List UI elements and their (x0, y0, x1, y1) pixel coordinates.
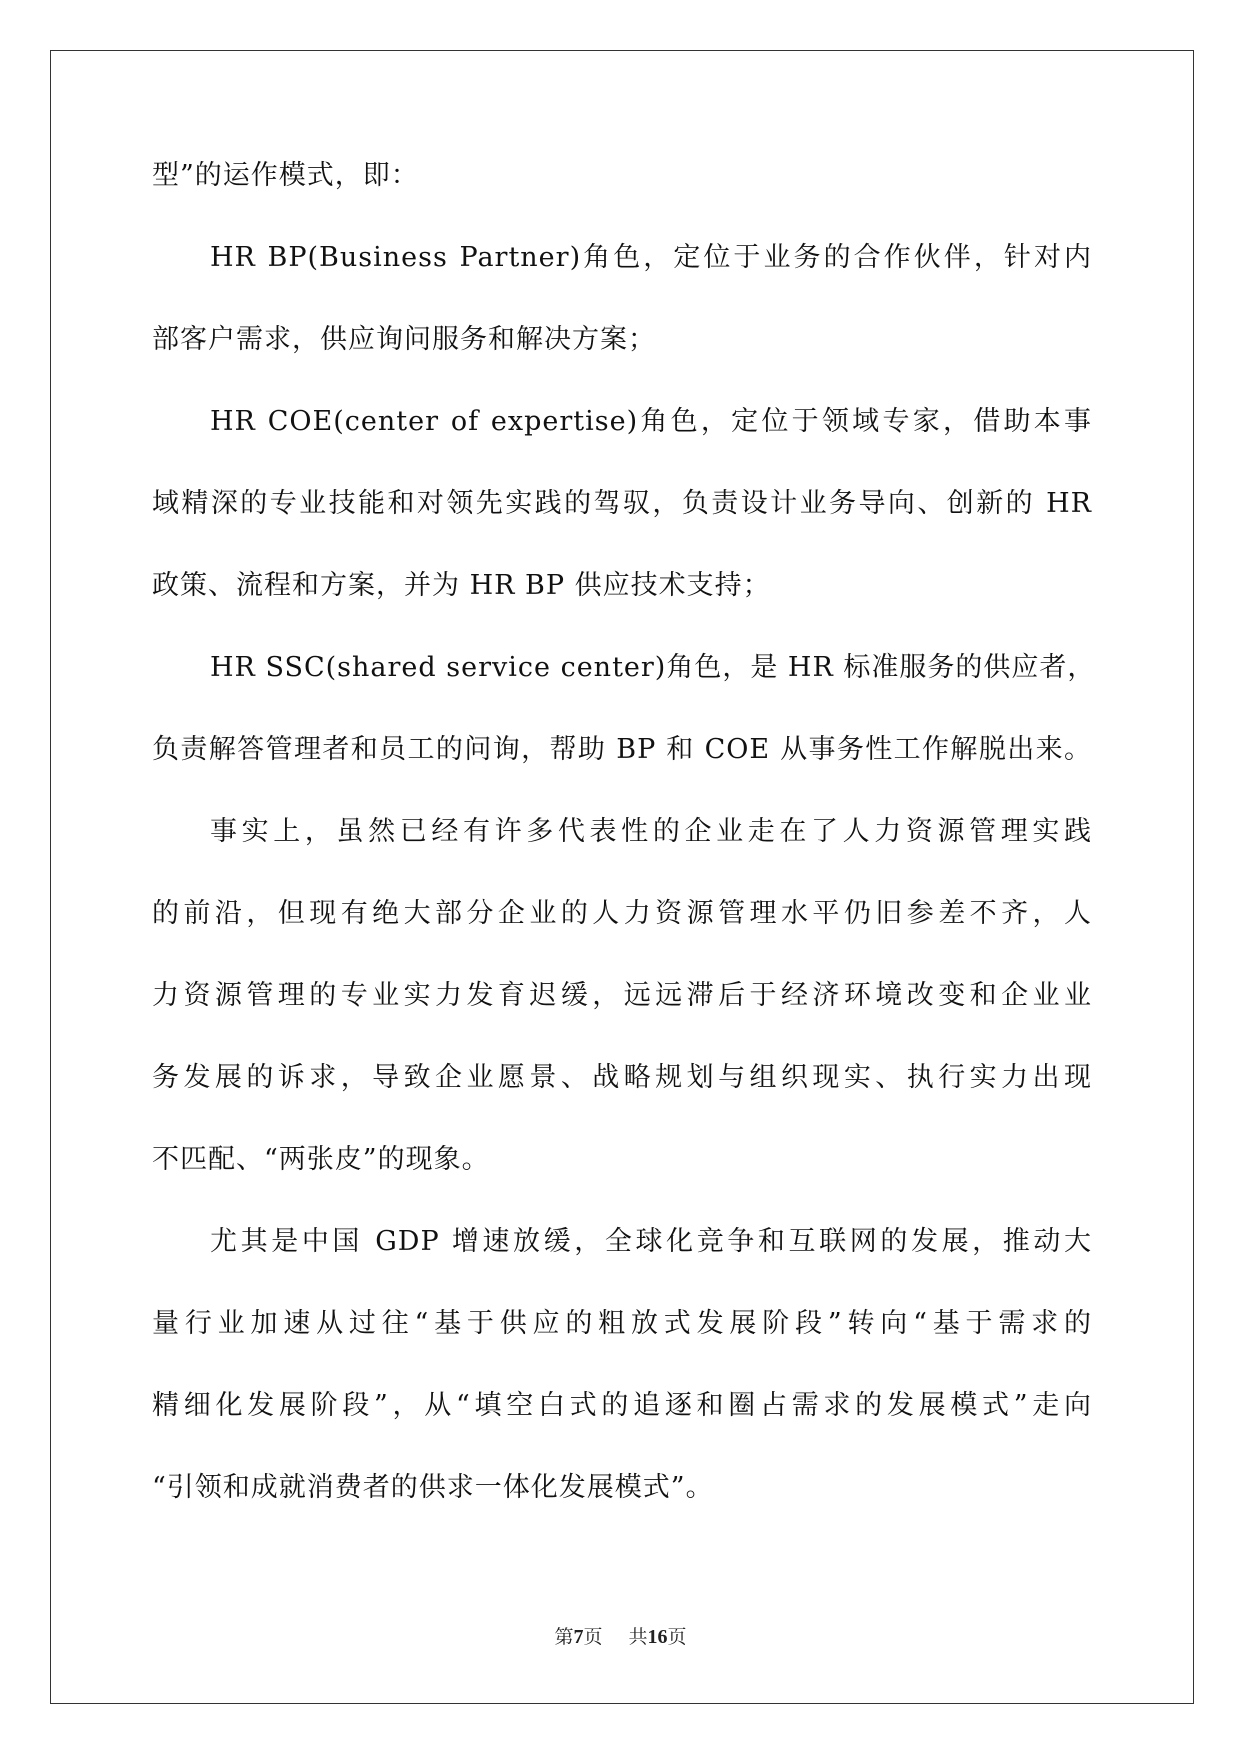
text-line: HR SSC(shared service center)角色，是 HR 标准服务的供应者， (210, 652, 1096, 683)
page-number: 7 (573, 1626, 584, 1648)
page-indicator (554, 1622, 602, 1649)
text-line: 精细化发展阶段”，从“填空白式的追逐和圈占需求的发展模式”走向 (152, 1390, 1092, 1421)
text-line: 政策、流程和方案，并为 HR BP 供应技术支持； (152, 570, 771, 601)
total-pages-indicator (629, 1622, 687, 1649)
text-line: 事实上，虽然已经有许多代表性的企业走在了人力资源管理实践 (210, 816, 1092, 847)
text-line: HR COE(center of expertise)角色，定位于领域专家，借助本事 (210, 406, 1092, 437)
page-footer (0, 1622, 1241, 1649)
total-suffix: 页 (667, 1626, 687, 1648)
text-line: 的前沿，但现有绝大部分企业的人力资源管理水平仍旧参差不齐，人 (152, 898, 1092, 929)
text-line: 域精深的专业技能和对领先实践的驾驭，负责设计业务导向、创新的 HR (152, 488, 1092, 519)
text-line: 量行业加速从过往“基于供应的粗放式发展阶段”转向“基于需求的 (152, 1308, 1092, 1339)
page-suffix: 页 (583, 1626, 603, 1648)
text-line: 务发展的诉求，导致企业愿景、战略规划与组织现实、执行实力出现 (152, 1062, 1092, 1093)
page-prefix: 第 (554, 1626, 574, 1648)
text-line: 尤其是中国 GDP 增速放缓，全球化竞争和互联网的发展，推动大 (210, 1226, 1092, 1257)
text-line: HR BP(Business Partner)角色，定位于业务的合作伙伴，针对内 (210, 242, 1092, 273)
text-line: 不匹配、“两张皮”的现象。 (152, 1144, 490, 1175)
text-line: 负责解答管理者和员工的问询，帮助 BP 和 COE 从事务性工作解脱出来。 (152, 734, 1092, 765)
total-prefix: 共 (628, 1626, 648, 1648)
text-line: 力资源管理的专业实力发育迟缓，远远滞后于经济环境改变和企业业 (152, 980, 1092, 1011)
text-line: 型”的运作模式，即： (152, 160, 419, 191)
total-pages: 16 (647, 1626, 668, 1648)
text-line: “引领和成就消费者的供求一体化发展模式”。 (152, 1472, 714, 1503)
document-body (152, 160, 1096, 1554)
text-line: 部客户需求，供应询问服务和解决方案； (152, 324, 656, 355)
